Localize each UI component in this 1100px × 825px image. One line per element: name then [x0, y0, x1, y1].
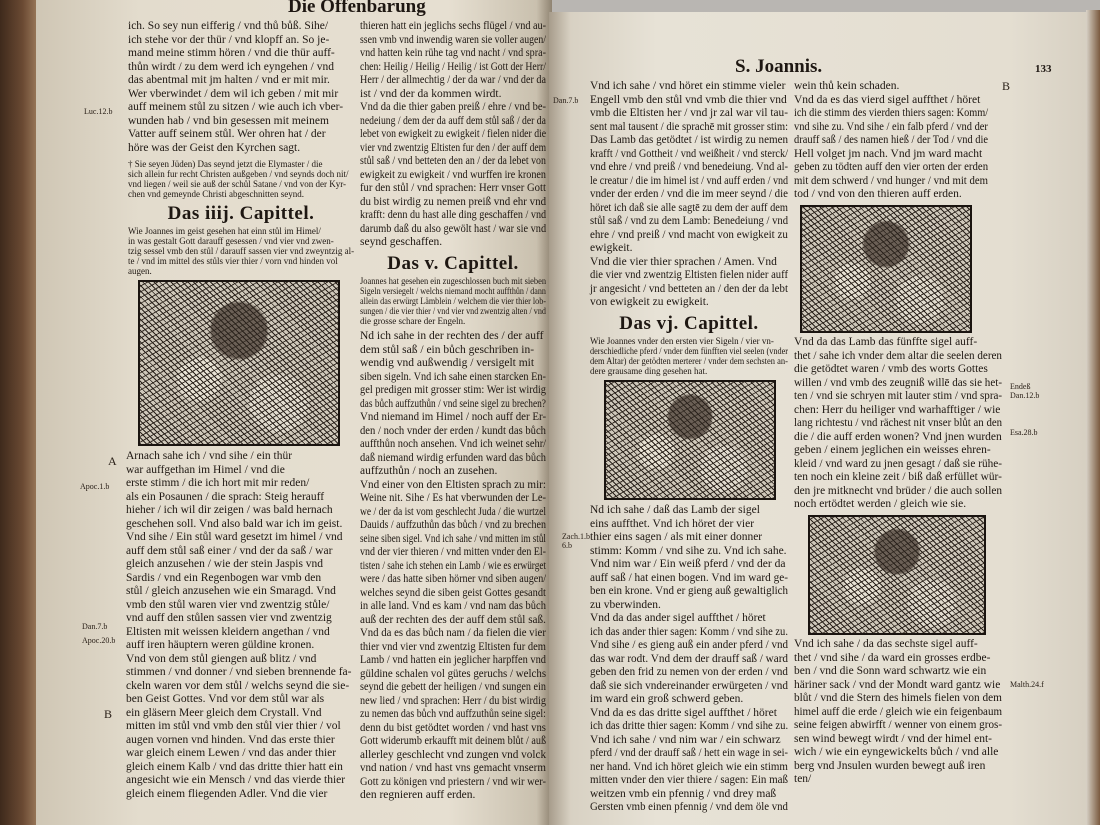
running-head-left: Die Offenbarung [288, 0, 426, 17]
text-line: ewigkeit. [590, 242, 633, 254]
page-stack-edge [1086, 10, 1100, 825]
text-line: auff saß / hat einen bogen. Vnd im ward ge- [590, 571, 789, 584]
margin-note: Esa.28.b [1010, 428, 1038, 437]
woodcut-four-horsemen [604, 380, 776, 500]
text-line: tod / vnd von den thieren auff erden. [794, 188, 962, 200]
text-line: Das Lamb das getödtet / ist wirdig zu nemen [590, 134, 789, 146]
chapter5-block [360, 252, 546, 326]
left-col1-top [128, 20, 354, 199]
text-line: denn du bist getödtet worden / vnd hast vns [360, 721, 546, 734]
text-line: als ein Posaunen / die sprach: Steig herauff [126, 490, 325, 503]
text-line: häriner sack / vnd der Mondt ward gantz wie [794, 678, 1001, 691]
text-line: Nd ich sahe / daß das Lamb der sigel [590, 504, 760, 516]
right-col2-top [794, 80, 988, 202]
text-line: mand meine stimm hören / vnd die thür auff- [128, 47, 335, 59]
text-line: lebet von ewigkeit zu ewigkeit / fielen nider die [360, 128, 547, 140]
margin-note: Dan.7.b [553, 96, 579, 105]
text-line: ckeln waren vor dem stůl / welchs seynd die sie- [126, 679, 350, 692]
text-line: Vnd ich sahe / vnd höret ein stimme vieler [590, 80, 786, 92]
text-line: Vnd von dem stůl giengen auß blitz / vnd [126, 652, 317, 665]
text-line: thůn wirdt / zu dem werd ich eyngehen / vnd [128, 60, 334, 73]
text-line: weitzen vmb ein pfennig / vnd drey maß [590, 787, 777, 800]
text-line: auffzuthůn / noch an zusehen. [360, 465, 498, 477]
text-line: ist / vnd der da kommen wirdt. [360, 87, 502, 100]
text-line: krafft: denn du hast alle ding geschaffen / vnd [360, 209, 547, 221]
text-line: Herr / der allmechtig / der da war / vnd der da [360, 74, 546, 86]
text-line: blůt / vnd die Stern des himels fielen von dem [794, 692, 1002, 704]
chapter4-block [128, 202, 354, 276]
text-line: Vnd ich sahe / vnd nim war / ein schwarz [590, 733, 781, 746]
text-line: stimmen / vnd donner / vnd sieben brennende fa- [126, 666, 352, 678]
text-line: himel auff die erde / gleich wie ein feigenbaum [794, 705, 1002, 718]
text-line: vmb den stůl waren vier vnd zwentzig stůle/ [126, 598, 330, 611]
text-line: were / das hatte siben hörner vnd siben augen/ [360, 573, 547, 585]
text-line: geben zu tödten auff den vier orten der erden [794, 161, 989, 173]
right-col2-middle [794, 336, 1002, 512]
text-line: wein thů kein schaden. [794, 80, 900, 92]
margin-note: Zach.1.b 6.b [562, 532, 590, 550]
text-line: gleich einem Kalb / vnd das dritte thier hatt ein [126, 760, 343, 773]
text-line: Sigeln versiegelt / welchs niemand mocht auffthůn / dann [360, 286, 546, 296]
text-line: Arnach sahe ich / vnd sihe / ein thür [126, 450, 293, 462]
text-line: vier vnd zwentzig Eltisten fur den / der auff dem [360, 141, 547, 154]
text-line: ssen vmb vnd inwendig waren sie voller augen/ [360, 33, 546, 46]
text-line: vnd auff den stůlen sassen vier vnd zwentzig [126, 612, 332, 624]
woodcut-souls-under-altar [800, 205, 972, 333]
text-line: auff iren häuptern weren güldine kronen. [126, 639, 315, 651]
text-line: chen: Heilig / Heilig / Heilig / ist Gott der Herr/ [360, 60, 546, 73]
text-line: seynd geschaffen. [360, 236, 443, 248]
text-line: Vnd die vier thier sprachen / Amen. Vnd [590, 255, 777, 268]
margin-note: Dan.7.b [82, 622, 108, 631]
text-line: ben Geist Gottes. Vnd vor dem stůl war als [126, 693, 325, 705]
text-line: ben ein krone. Vnd er gieng auß gewaltiglich [590, 585, 789, 597]
text-line: stůl saß / vnd zu dem Lamb: Benedeiung / vnd [590, 215, 789, 227]
page-number: 133 [1035, 63, 1052, 75]
text-line: tisten / sahe ich stehen ein Lamb / wie es erwürget [360, 559, 547, 572]
text-line: Vnd einer von den Eltisten sprach zu mir: [360, 478, 546, 491]
text-line: dem Altar) der getödten merterer / vnder dem sechsten an- [590, 356, 788, 366]
text-line: die vier vnd zwentzig Eltisten fielen nider auff [590, 269, 789, 281]
text-line: lang richtestu / vnd rächest nit vnser blůt an den [794, 417, 1003, 429]
margin-note: Malth.24.f [1010, 680, 1044, 689]
text-line: den / noch vnder der erden / kundt das bůch [360, 424, 546, 437]
book-cover-edge [0, 0, 38, 825]
text-line: sungen / die vier thier / vnd vier vnd zwentzig alten / vnd [360, 306, 546, 316]
margin-note: Apoc.1.b [80, 482, 110, 491]
text-line: thet / sahe ich vnder dem altar die seelen deren [794, 349, 1002, 362]
margin-letter: B [1002, 79, 1011, 93]
text-line: den regnieren auff erden. [360, 789, 476, 801]
woodcut-throne-vision [138, 280, 340, 446]
margin-note: Endeß Dan.12.b [1010, 382, 1040, 400]
chapter6-title: Das vj. Capittel. [619, 313, 759, 334]
woodcut-sixth-seal [808, 515, 986, 635]
text-line: thier vnd vier vnd zwentzig Eltisten fur dem [360, 640, 546, 653]
text-line: in was gestalt Gott darauff gesessen / vnd vier vnd zwen- [128, 236, 334, 246]
text-line: Hell volget jm nach. Vnd jm ward macht [794, 147, 983, 160]
text-line: fur den stůl / vnd sprachen: Herr vnser Gott [360, 182, 546, 194]
text-line: krafft / vnd Gottheit / vnd weißheit / vnd sterck/ [590, 147, 788, 160]
text-line: stimm: Komm / vnd sihe zu. Vnd ich sahe. [590, 544, 787, 557]
text-line: auff meinem stůl zu sitzen / wie auch ich vber- [128, 101, 344, 113]
text-line: new lied / vnd sprachen: Herr / du bist wirdig [360, 694, 546, 707]
text-line: vnder der erden / vnd die im meer seynd / die [590, 188, 788, 200]
text-line: das abentmal mit jm halten / vnd er mit mir. [128, 74, 330, 86]
text-line: wendig vnd außwendig / versigelt mit [360, 357, 535, 369]
text-line: geben den frid zu nemen von der erden / vnd [590, 666, 788, 678]
text-line: le creatur / die im himel ist / vnd auff erden / vnd [590, 174, 789, 187]
text-line: auffthůn noch ansehen. Vnd ich weinet sehr/ [360, 438, 547, 450]
text-line: gleich anzusehen / wie der stein Jaspis vnd [126, 558, 324, 570]
text-line: vnd sihe zu. Vnd sihe / ein falb pferd / vnd der [794, 120, 988, 133]
text-line: zu vberwinden. [590, 598, 661, 611]
text-line: mit dem schwerd / vnd hunger / vnd mit dem [794, 174, 989, 187]
text-line: das war rodt. Vnd dem der drauff saß / ward [590, 652, 789, 665]
text-line: wunden hab / vnd bin gesessen mit meinem [128, 114, 329, 127]
left-col1-bottom [126, 450, 354, 801]
text-line: ner hand. Vnd ich höret gleich wie ein stimm [590, 760, 788, 773]
text-line: augen vornen vnd hinden. Vnd das erste thier [126, 733, 335, 746]
text-line: vnd nation / vnd hast vns gemacht vnserm [360, 762, 546, 774]
text-line: Wie Joannes im geist gesehen hat einn stůl im Himel/ [128, 226, 321, 236]
text-line: Nd ich sahe in der rechten des / der auff [360, 330, 544, 342]
text-line: Vnd da das Lamb das fünffte sigel auff- [794, 336, 978, 348]
chapter5-title: Das v. Capittel. [387, 253, 519, 274]
text-line: welches seynd die siben geist Gottes gesandt [360, 586, 546, 599]
text-line: te / vnd im mittel des stůls vier thier / vorn vnd hinden vol [128, 256, 338, 266]
text-line: dere grausame ding gesehen hat. [590, 366, 708, 376]
text-line: von ewigkeit zu ewigkeit. [590, 296, 709, 308]
text-line: in alle land. Vnd es kam / vnd nam das bůch [360, 600, 546, 612]
text-line: wich / wie ein eyngewickelts bůch / vnd alle [794, 746, 999, 758]
text-line: thet / vnd sihe / da ward ein grosses erdbe- [794, 651, 991, 664]
text-line: ich das dritte thier sagen: Komm / vnd sihe zu. [590, 720, 789, 732]
margin-letter: A [108, 454, 117, 468]
text-line: Vnd da es das bůch nam / da fielen die vier [360, 627, 546, 639]
text-line: Vnd niemand im Himel / noch auff der Er- [360, 411, 547, 423]
text-line: den jre mitknecht vnd brüder / die auch sollen [794, 484, 1003, 497]
text-line: tzig sessel vmb den stůl / darauff sassen vier vnd zweyntzig al- [128, 246, 355, 256]
text-line: vnd ehre / vnd preiß / vnd benedeiung. Vnd al- [590, 161, 789, 173]
text-line: daß niemand wirdig erfunden ward das bůch [360, 451, 546, 464]
running-head-right: S. Joannis. [735, 56, 823, 77]
text-line: seynd die gebett der heiligen / vnd sungen ein [360, 681, 546, 693]
text-line: die grosse schare der Engeln. [360, 316, 466, 326]
text-line: Wer vberwindet / dem wil ich geben / mit mir [128, 87, 339, 100]
chapter6-block [590, 312, 788, 376]
text-line: war auffgethan im Himel / vnd die [126, 463, 285, 476]
text-line: Vnd da das ander sigel auffthet / höret [590, 612, 766, 624]
text-line: we / der da ist vom geschlecht Juda / die wurtzel [360, 505, 546, 518]
right-col1-top [590, 80, 788, 310]
right-col1-bottom [590, 504, 788, 815]
text-line: seine siben sigel. Vnd ich sahe / vnd mitten im stůl [360, 532, 546, 545]
text-line: ich das ander thier sagen: Komm / vnd sihe zu. [590, 625, 788, 638]
text-line: Vnd nim war / Ein weiß pferd / vnd der da [590, 558, 786, 570]
text-line: ich. So sey nun eifferig / vnd thů bůß. Sihe/ [128, 20, 329, 32]
right-col2-bottom [794, 638, 1002, 787]
text-line: derschiedliche pferd / vnder dem fünfften viel seelen (vnder [590, 346, 789, 356]
text-line: Vnd sihe / es gieng auß ein ander pferd / vnd [590, 639, 789, 651]
left-col2-top [360, 20, 546, 250]
text-line: Sardis / vnd ein Regenbogen war vmb den [126, 571, 322, 584]
margin-letter: B [104, 707, 113, 721]
text-line: du bist wirdig zu nemen preiß vnd ehr vnd [360, 195, 547, 208]
text-line: gel predigen mit grosser stim: Wer ist wirdig [360, 384, 546, 396]
text-line: geben / einem jeglichen ein weisses ehren- [794, 444, 991, 456]
text-line: vnd der vier thieren / vnd mitten vnder den El- [360, 546, 547, 558]
text-line: war gleich einem Lewen / vnd das ander thier [126, 747, 337, 759]
text-line: mitten im stůl vnd vmb den stůl vier thier / vol [126, 720, 341, 732]
text-line: Vnd ich sahe / da das sechste sigel auff- [794, 638, 978, 650]
text-line: vmb die Eltisten her / vnd jr zal war vil tau- [590, 107, 788, 119]
text-line: darumb daß du also gewölt hast / war sie vnd [360, 222, 547, 235]
text-line: Vnd da es das vierd sigel auffthet / höret [794, 93, 981, 106]
text-line: chen vnd gemeynde Christi abgeschnitten seynd. [128, 189, 304, 199]
text-line: ehre / vnd preiß / vnd macht von ewigkeit zu [590, 228, 788, 241]
text-line: auff dem stůl saß einer / vnd der da saß / war [126, 544, 333, 557]
text-line: Vnd da es das dritte sigel auffthet / höret [590, 706, 777, 719]
text-line: thier eins sagen / als mit einer donner [590, 531, 763, 543]
text-line: hieher / ich wil dir zeigen / was bald hernach [126, 504, 333, 516]
text-line: Vatter auff seinem stůl. Wer ohren hat / der [128, 128, 326, 140]
text-line: Engell vmb den stůl vnd vmb die thier vnd [590, 93, 787, 106]
text-line: ten/ [794, 773, 812, 785]
text-line: ewigkeit zu ewigkeit / vnd wurffen ire kronen [360, 168, 546, 181]
margin-note: Luc.12.b [84, 107, 113, 116]
text-line: die / die auff erden wonen? Vnd jnen wurden [794, 430, 1002, 443]
text-line: im ward ein groß schwerd geben. [590, 693, 744, 705]
text-line: allein das erwürgt Lämblein / welchem die vier thier lob- [360, 296, 546, 306]
text-line: augen. [128, 266, 152, 276]
text-line: Gersten vmb einen pfennig / vnd dem öle vnd [590, 801, 788, 813]
margin-note: Apoc.20.b [82, 636, 116, 645]
text-line: ben / vnd die Sonn ward schwartz wie ein [794, 665, 987, 677]
text-line: Gott widerumb erkaufft mit deinem blůt / auß [360, 735, 547, 747]
text-line: Vnd sihe / Ein stůl ward gesetzt im himel / vnd [126, 531, 343, 543]
text-line: drauff saß / des namen hieß / der Tod / vnd die [794, 134, 989, 146]
text-line: stůl saß / vnd betteten den an / der da lebet von [360, 155, 546, 167]
text-line: Lamb / vnd hatten ein jeglicher harpffen vnd [360, 654, 547, 666]
text-line: kleid / vnd ward zu jnen gesagt / daß sie rühe- [794, 457, 1003, 470]
text-line: erste stimm / die ich hort mit mir reden/ [126, 477, 310, 489]
text-line: nedeiung / dem der da auff dem stůl saß / der da [360, 114, 546, 127]
text-line: chen: Herr du heiliger vnd warhafftiger / wie [794, 403, 1001, 416]
text-line: willen / vnd vmb des zeugniß willē das sie het- [794, 376, 1003, 389]
left-col2-bottom [360, 330, 546, 803]
text-line: Joannes hat gesehen ein zugeschlossen buch mit sieben [360, 276, 547, 286]
text-line: berg vnd Jnsulen wurden bewegt auß iren [794, 759, 986, 772]
text-line: eins auffthet. Vnd ich höret der vier [590, 517, 755, 530]
text-line: ten noch ein kleine zeit / biß daß erfüllet wür- [794, 471, 1002, 483]
text-line: das bůch auffzuthůn / vnd seine sigel zu brechen? [360, 397, 546, 410]
text-line: sent mal tausent / die sprachē mit grosser stim: [590, 120, 789, 133]
text-line: Gott zu königen vnd priestern / vnd wir wer- [360, 775, 546, 788]
text-line: ich die stimm des vierden thiers sagen: Komm/ [794, 107, 989, 119]
text-line: Dauids / auffzuthůn das bůch / vnd zu brechen [360, 519, 546, 531]
text-line: auß der rechten des der auff dem stůl saß. [360, 613, 546, 626]
text-line: angesicht wie ein Mensch / vnd das vierde thier [126, 774, 346, 786]
text-line: güldine schalen vol gütes geruchs / welchs [360, 667, 547, 680]
text-line: Vnd da die thier gaben preiß / ehre / vnd be- [360, 101, 547, 113]
text-line: geschehen soll. Vnd also bald war ich im geist. [126, 517, 343, 530]
text-line: daß sie sich vndereinander erwürgeten / vnd [590, 679, 789, 692]
text-line: vnd hatten kein rühe tag vnd nacht / vnd spra- [360, 47, 546, 59]
text-line: ten / vnd sie schryen mit lauter stim / vnd spra- [794, 390, 1003, 402]
text-line: ein gläsern Meer gleich dem Crystall. Vnd [126, 706, 322, 719]
text-line: seine feigen abwirfft / wenner von einem gros- [794, 719, 1003, 731]
text-line: Eltisten mit weissen kleidern angethan / vnd [126, 625, 330, 638]
text-line: Weine nit. Sihe / Es hat vberwunden der Le- [360, 492, 547, 504]
text-line: sich allein fur recht Christen außgeben / vnd seynds doch nit/ [128, 169, 349, 179]
text-line: sen wind bewegt wirdt / vnd der himel ent- [794, 732, 993, 745]
text-line: vnd liegen / weil sie auß der schůl Satane / vnd von der Kyr- [128, 179, 347, 189]
text-line: ich stehe vor der thür / vnd klopff an. So je- [128, 33, 330, 46]
text-line: pferd / vnd der drauff saß / hett ein wage in sei- [590, 747, 789, 759]
text-line: stůl / gleich anzusehen wie ein Smaragd. Vnd [126, 585, 336, 597]
text-line: Wie Joannes vnder den ersten vier Sigeln / vier vn- [590, 336, 774, 346]
text-line: zu nemen das bůch vnd auffzuthůn seine sigel: [360, 708, 546, 720]
text-line: gleich einem fliegenden Adler. Vnd die vier [126, 787, 328, 800]
text-line: thieren hatt ein jeglichs sechs flügel / vnd au- [360, 20, 547, 32]
text-line: jr angesicht / vnd betteten an / den der da lebt [590, 282, 788, 295]
text-line: die getödtet waren / vmb des worts Gottes [794, 363, 988, 375]
text-line: mitten vnder den vier thiere / sagen: Ein maß [590, 774, 789, 786]
text-line: dem stůl saß / ein bůch geschriben in- [360, 343, 535, 356]
chapter4-title: Das iiij. Capittel. [167, 203, 315, 224]
text-line: allerley geschlecht vnd zungen vnd volck [360, 748, 547, 761]
text-line: höre was der Geist den Kyrchen sagt. [128, 141, 301, 154]
text-line: höret ich daß sie alle sagtē zu dem der auff dem [590, 201, 788, 214]
text-line: † Sie seyen Jüden) Das seynd jetzt die Elymaster / die [128, 159, 323, 169]
text-line: siben sigeln. Vnd ich sahe einen starcken En- [360, 370, 546, 383]
text-line: noch ertödtet werden / gleich wie sie. [794, 498, 967, 510]
